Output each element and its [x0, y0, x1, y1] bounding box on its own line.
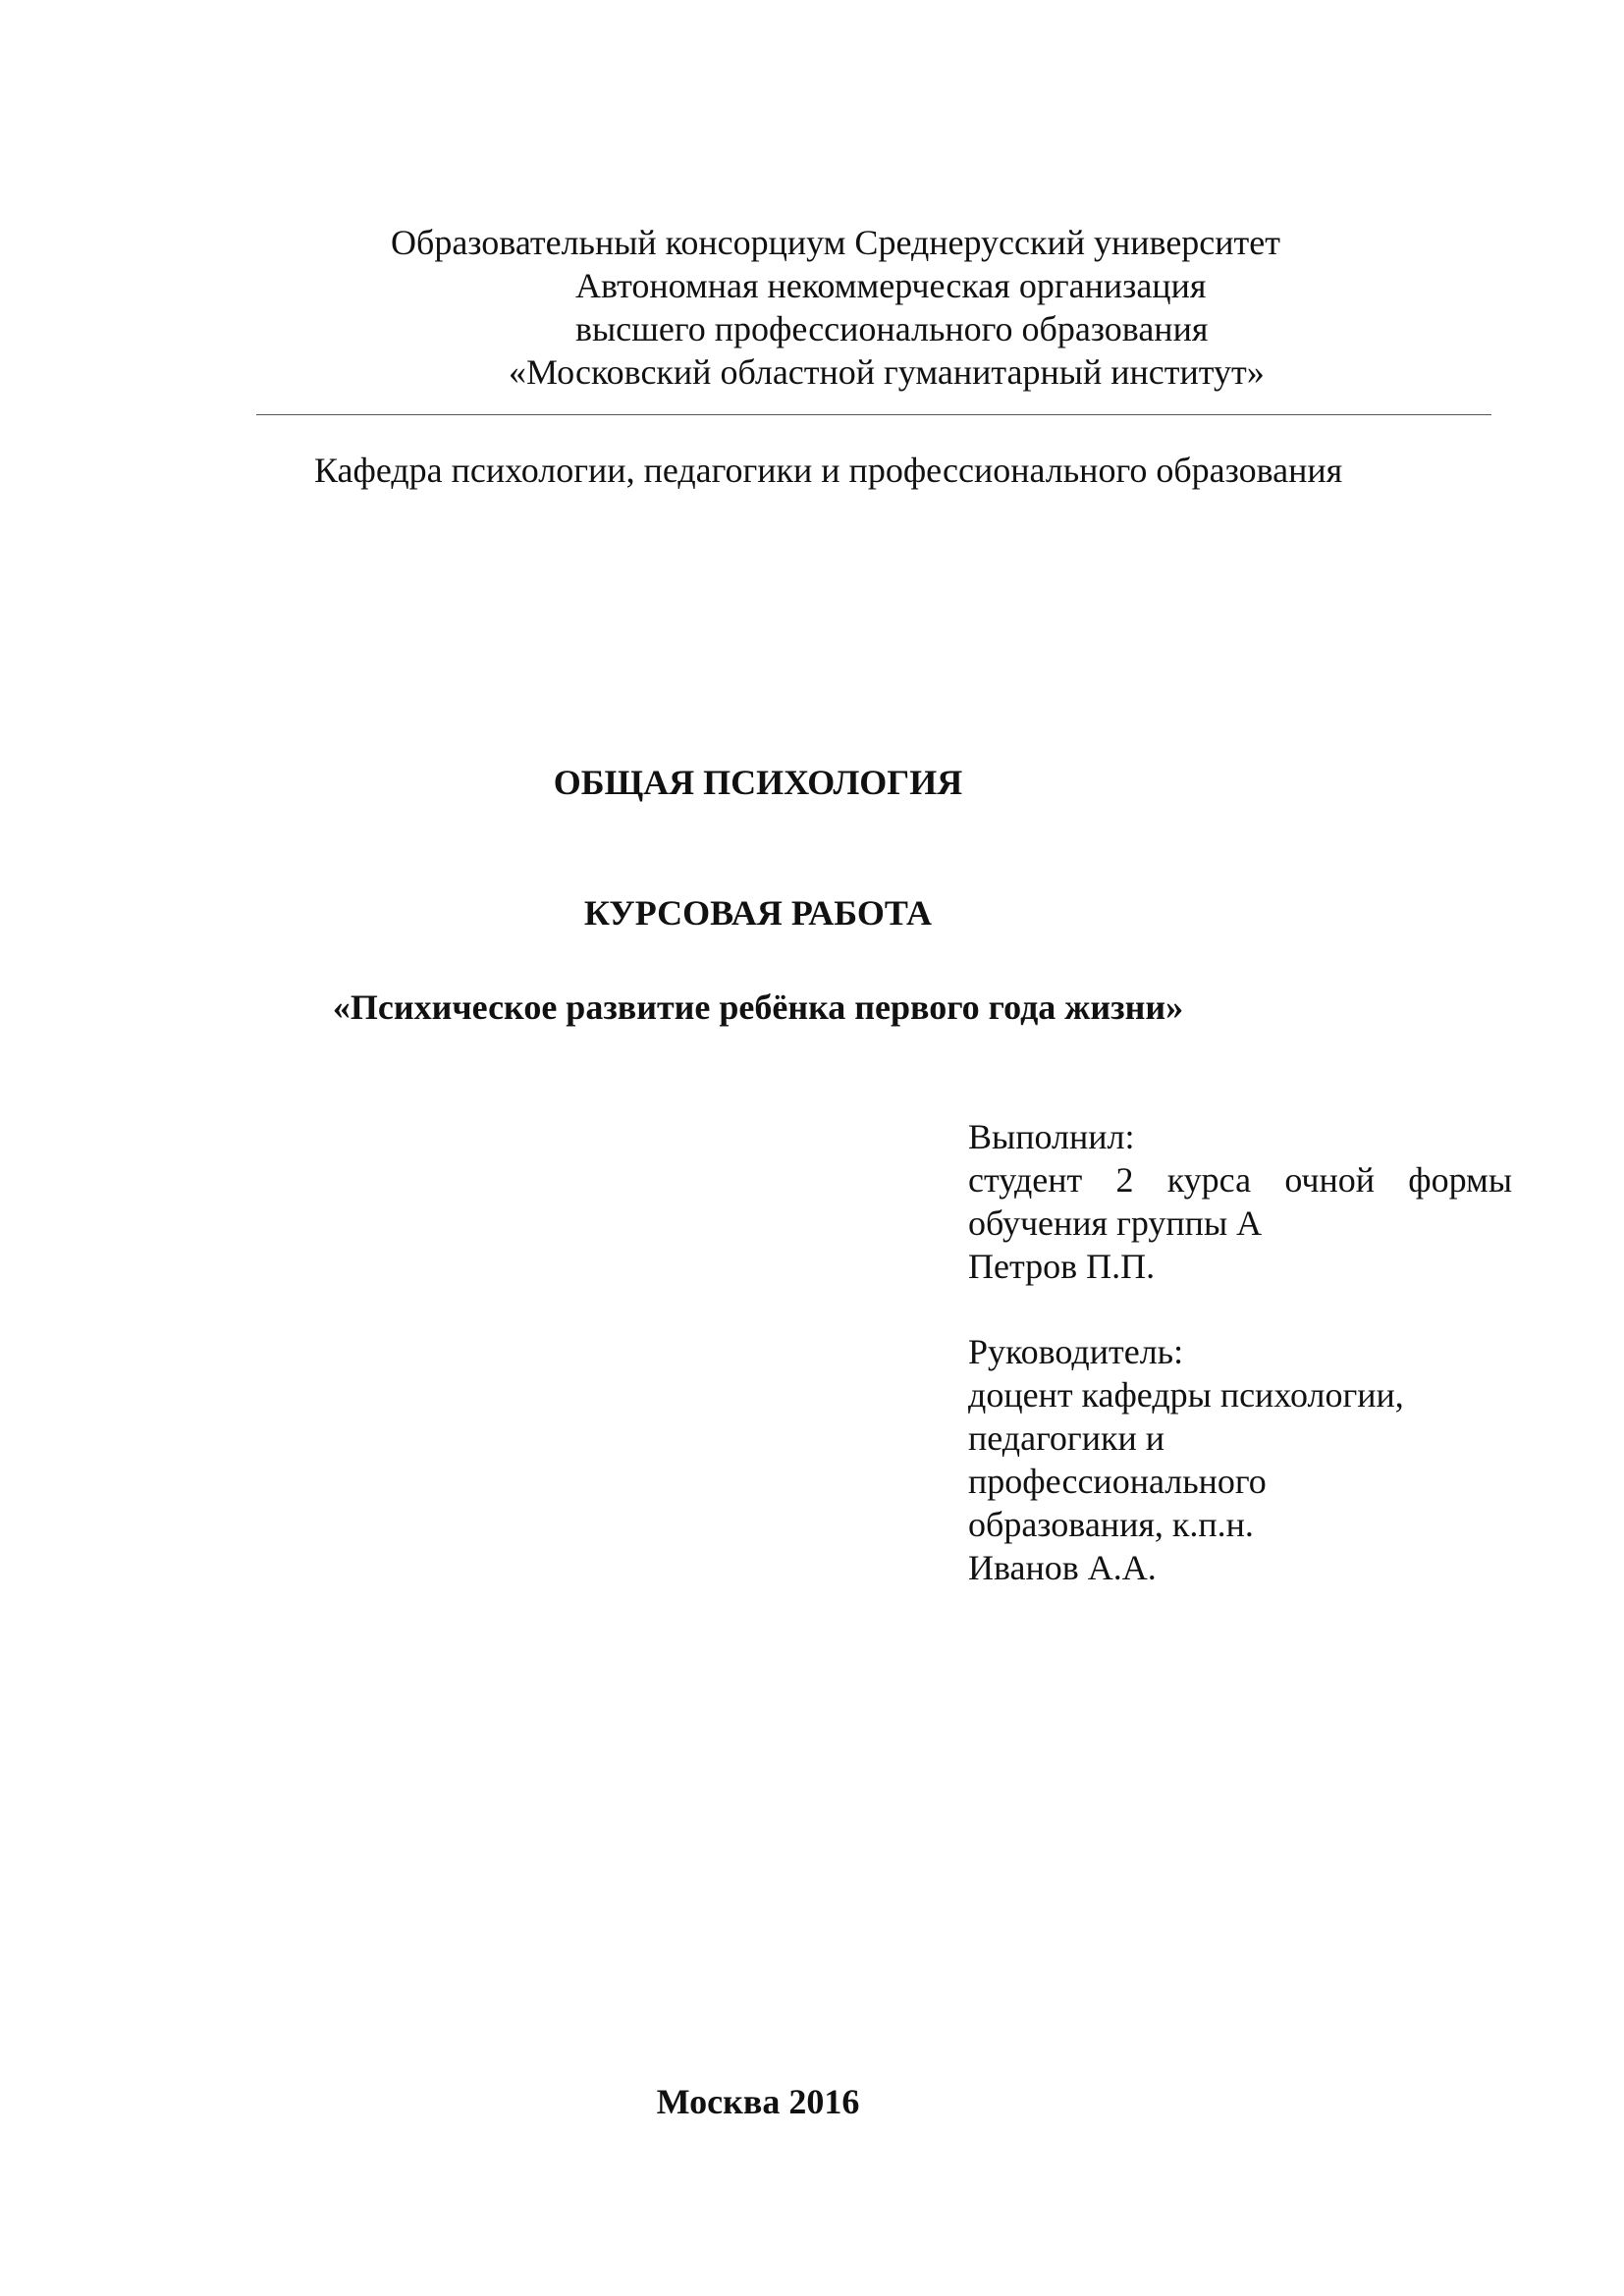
- city-year: Москва 2016: [656, 2082, 860, 2121]
- author-label: Выполнил:: [968, 1117, 1135, 1156]
- author-line-1-word: очной: [1284, 1160, 1376, 1200]
- supervisor-line-1: доцент кафедры психологии,: [968, 1375, 1404, 1415]
- work-type: КУРСОВАЯ РАБОТА: [583, 893, 933, 933]
- subject-title: ОБЩАЯ ПСИХОЛОГИЯ: [553, 763, 963, 802]
- header-divider: [256, 414, 1491, 415]
- author-line-1: [968, 1158, 1512, 1201]
- author-line-1-word: формы: [1408, 1160, 1512, 1200]
- author-block: [968, 1115, 1512, 1288]
- work-topic: «Психическое развитие ребёнка первого года жизни»: [332, 988, 1184, 1027]
- supervisor-block: [968, 1330, 1512, 1589]
- author-line-1-word: курса: [1166, 1160, 1252, 1200]
- supervisor-line-3: профессионального: [968, 1462, 1267, 1501]
- author-line-2: обучения группы А: [968, 1203, 1263, 1243]
- organization-line-2: Автономная некоммерческая организация: [575, 266, 1207, 305]
- supervisor-label: Руководитель:: [968, 1332, 1184, 1371]
- author-line-1-word: студент: [968, 1160, 1083, 1200]
- supervisor-name: Иванов А.А.: [968, 1548, 1157, 1587]
- institute-name: «Московский областной гуманитарный институт»: [509, 352, 1265, 392]
- organization-line-3: высшего профессионального образования: [575, 309, 1209, 348]
- author-name: Петров П.П.: [968, 1247, 1156, 1286]
- author-line-1-word: 2: [1115, 1160, 1134, 1200]
- supervisor-line-2: педагогики и: [968, 1418, 1164, 1458]
- supervisor-line-4: образования, к.п.н.: [968, 1505, 1254, 1544]
- organization-line-1: Образовательный консорциум Среднерусский университет: [391, 223, 1280, 262]
- department-name: Кафедра психологии, педагогики и профессионального образования: [314, 451, 1343, 490]
